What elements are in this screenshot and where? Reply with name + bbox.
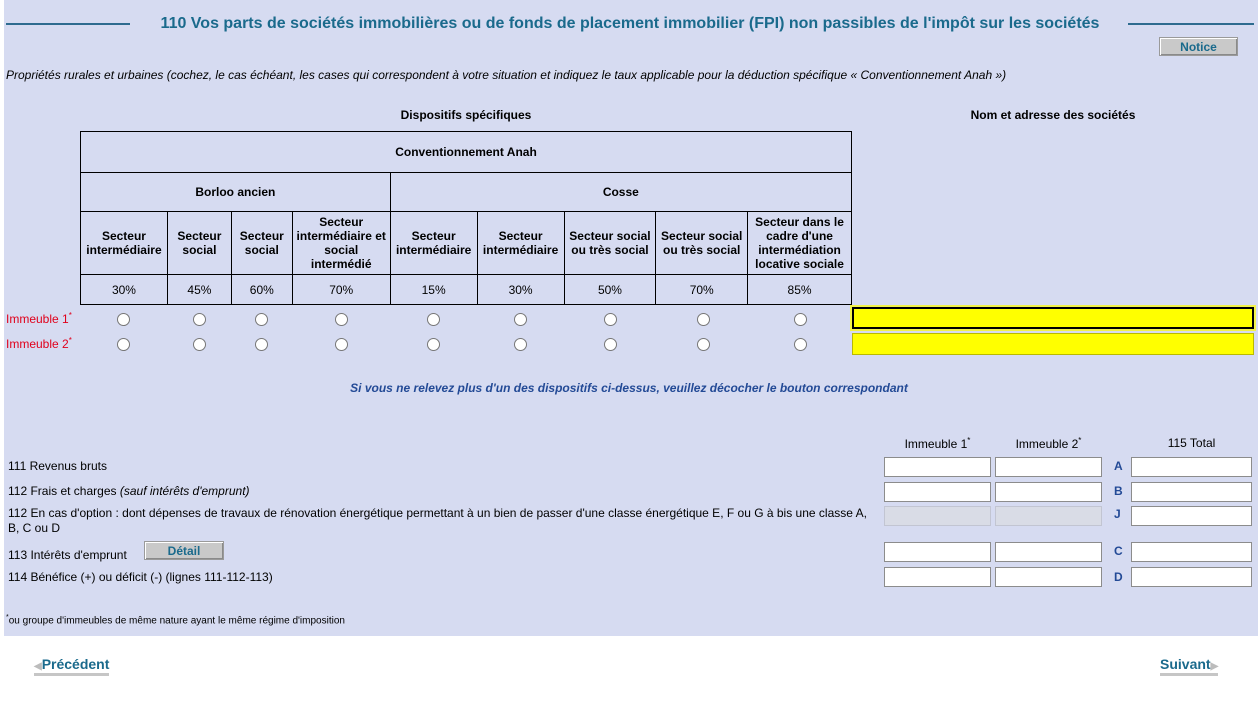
immeuble-1-column-header: Immeuble 1* <box>904 436 971 451</box>
dispositifs-table <box>80 131 852 305</box>
immeuble-2-radio[interactable] <box>255 338 268 351</box>
immeuble-2-radio[interactable] <box>697 338 710 351</box>
immeuble-1-radio[interactable] <box>794 313 807 326</box>
line-111-immeuble-2-input[interactable] <box>995 457 1102 477</box>
line-112-immeuble-1-input[interactable] <box>884 482 991 502</box>
col-header: Secteur intermédiaire <box>390 212 477 275</box>
societe-immeuble-1-input[interactable] <box>852 307 1254 329</box>
immeuble-1-radio[interactable] <box>697 313 710 326</box>
line-114-total-input[interactable] <box>1131 567 1252 587</box>
rate-cell: 15% <box>390 275 477 305</box>
cosse-header: Cosse <box>390 173 851 212</box>
immeuble-1-row-label: Immeuble 1* <box>6 311 72 326</box>
line-112-option-immeuble-2-input <box>995 506 1102 526</box>
left-arrow-icon: ◀ <box>34 661 42 672</box>
line-114-label: 114 Bénéfice (+) ou déficit (-) (lignes 111-112-113) <box>8 570 273 584</box>
line-114-letter: D <box>1114 570 1123 584</box>
immeuble-2-row-label: Immeuble 2* <box>6 336 72 351</box>
line-113-label: 113 Intérêts d'emprunt <box>8 548 127 562</box>
col-header: Secteur intermédiaire <box>477 212 564 275</box>
immeuble-1-radio[interactable] <box>335 313 348 326</box>
line-114-immeuble-2-input[interactable] <box>995 567 1102 587</box>
total-column-header: 115 Total <box>1167 436 1216 450</box>
uncheck-instruction: Si vous ne relevez plus d'un des dispositifs ci-dessus, veuillez décocher le bouton correspondant <box>350 381 908 395</box>
rate-cell: 60% <box>231 275 292 305</box>
immeuble-2-radio[interactable] <box>335 338 348 351</box>
immeuble-1-radio[interactable] <box>117 313 130 326</box>
line-111-label: 111 Revenus bruts <box>8 459 107 473</box>
col-header: Secteur intermédiaire et social intermédié <box>292 212 390 275</box>
footnote: *ou groupe d'immeubles de même nature ayant le même régime d'imposition <box>6 614 345 627</box>
immeuble-2-radio[interactable] <box>514 338 527 351</box>
line-112-letter: B <box>1114 484 1123 498</box>
next-link[interactable]: Suivant▶ <box>1160 656 1218 676</box>
line-113-immeuble-2-input[interactable] <box>995 542 1102 562</box>
detail-button[interactable]: Détail <box>144 541 224 560</box>
line-111-letter: A <box>1114 459 1123 473</box>
notice-button[interactable]: Notice <box>1159 37 1238 56</box>
previous-link[interactable]: ◀Précédent <box>34 656 109 676</box>
title-rule-left <box>6 23 130 25</box>
col-header: Secteur social ou très social <box>656 212 748 275</box>
rate-cell: 70% <box>656 275 748 305</box>
rate-cell: 30% <box>81 275 168 305</box>
rate-cell: 30% <box>477 275 564 305</box>
line-112-option-letter: J <box>1114 507 1121 521</box>
anah-group-header: Conventionnement Anah <box>81 132 852 173</box>
societes-heading: Nom et adresse des sociétés <box>970 108 1136 122</box>
page-title: 110 Vos parts de sociétés immobilières ou de fonds de placement immobilier (FPI) non passibles de l'impôt sur les sociétés <box>160 15 1100 32</box>
rate-cell: 70% <box>292 275 390 305</box>
line-111-total-input[interactable] <box>1131 457 1252 477</box>
immeuble-1-radio[interactable] <box>427 313 440 326</box>
line-113-letter: C <box>1114 544 1123 558</box>
col-header: Secteur intermédiaire <box>81 212 168 275</box>
col-header: Secteur dans le cadre d'une intermédiation locative sociale <box>748 212 852 275</box>
immeuble-1-radio[interactable] <box>604 313 617 326</box>
line-112-option-total-input[interactable] <box>1131 506 1252 526</box>
intro-text: Propriétés rurales et urbaines (cochez, le cas échéant, les cases qui correspondent à votre situation et indiquez le taux applicable pour la déduction spécifique « Conventionnement Anah ») <box>6 68 1007 82</box>
rate-cell: 85% <box>748 275 852 305</box>
line-112-option-label: 112 En cas d'option : dont dépenses de travaux de rénovation énergétique permettant à un bien de passer d'une classe énergétique E, F ou G à bis une classe A, B, C ou D <box>8 506 867 535</box>
line-112-immeuble-2-input[interactable] <box>995 482 1102 502</box>
line-114-immeuble-1-input[interactable] <box>884 567 991 587</box>
immeuble-1-radio[interactable] <box>514 313 527 326</box>
col-header: Secteur social <box>231 212 292 275</box>
col-header: Secteur social <box>167 212 231 275</box>
immeuble-2-radio[interactable] <box>427 338 440 351</box>
rate-cell: 50% <box>564 275 656 305</box>
immeuble-1-radio[interactable] <box>255 313 268 326</box>
immeuble-2-radio[interactable] <box>604 338 617 351</box>
line-112-total-input[interactable] <box>1131 482 1252 502</box>
line-113-total-input[interactable] <box>1131 542 1252 562</box>
dispositifs-heading: Dispositifs spécifiques <box>400 108 532 122</box>
col-header: Secteur social ou très social <box>564 212 656 275</box>
line-112-label: 112 Frais et charges (sauf intérêts d'emprunt) <box>8 484 250 498</box>
immeuble-1-radio[interactable] <box>193 313 206 326</box>
line-113-immeuble-1-input[interactable] <box>884 542 991 562</box>
societe-immeuble-2-input[interactable] <box>852 333 1254 355</box>
title-rule-right <box>1128 23 1254 25</box>
line-111-immeuble-1-input[interactable] <box>884 457 991 477</box>
immeuble-2-radio[interactable] <box>193 338 206 351</box>
rate-cell: 45% <box>167 275 231 305</box>
immeuble-2-column-header: Immeuble 2* <box>1015 436 1082 451</box>
immeuble-2-radio[interactable] <box>794 338 807 351</box>
immeuble-2-radio[interactable] <box>117 338 130 351</box>
right-arrow-icon: ▶ <box>1210 661 1219 672</box>
line-112-option-immeuble-1-input <box>884 506 991 526</box>
borloo-header: Borloo ancien <box>81 173 391 212</box>
